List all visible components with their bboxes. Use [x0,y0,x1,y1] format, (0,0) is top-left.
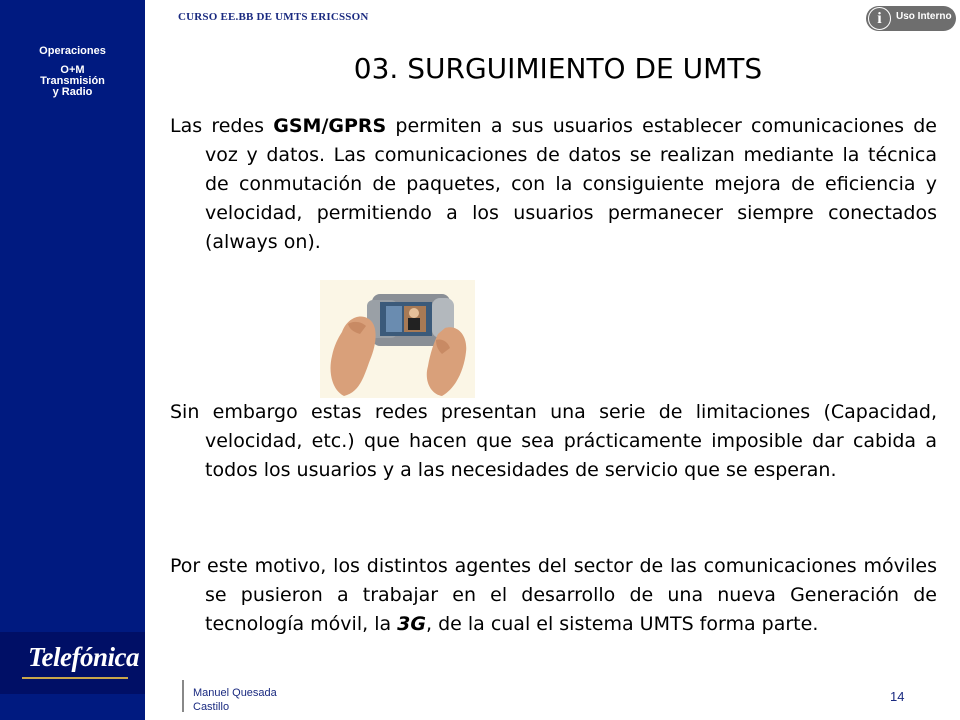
paragraph-limitaciones: Sin embargo estas redes presentan una serie de limitaciones (Capacidad, velocidad, etc.) que hacen que sea prácticamente imposible dar cabida a todos los usuarios y a las necesidades de servicio que se esperan. [170,401,937,481]
author-name-line-1: Manuel Quesada [193,687,277,699]
uso-interno-badge [866,6,956,31]
page-title: 03. SURGUIMIENTO DE UMTS [353,52,763,85]
sidebar [0,0,145,720]
info-icon: i [868,7,891,30]
paragraph-text: Por este motivo, los distintos agentes del sector de las comunicaciones móviles se pusieron a trabajar en el desarrollo de una nueva Generación de tecnología móvil, la [170,555,937,635]
paragraph-text: Las redes [170,115,274,137]
logo-underline [22,677,128,679]
3g-term: 3G [397,613,426,635]
footer-author [193,686,313,714]
footer-divider [182,680,184,712]
paragraph-text: , de la cual el sistema UMTS forma parte. [425,613,819,635]
sidebar-item-transmision[interactable]: Transmisión [40,75,105,87]
telefonica-logo: Telefónica [28,642,139,672]
author-name-line-2: Castillo [193,701,230,713]
gsm-gprs-term: GSM/GPRS [273,115,387,137]
phone-in-hands-image [320,280,475,398]
sidebar-item-om[interactable]: O+M [60,64,85,76]
page-number: 14 [890,689,905,704]
paragraph-3g [170,552,937,639]
paragraph-gsm-gprs [170,112,937,257]
sidebar-item-operaciones[interactable]: Operaciones [39,45,106,57]
course-header: CURSO EE.BB DE UMTS ERICSSON [178,11,369,23]
badge-label: Uso Interno [896,11,952,22]
sidebar-item-radio[interactable]: y Radio [52,86,93,98]
paragraph-text: permiten a sus usuarios establecer comunicaciones de voz y datos. Las comunicaciones de datos se realizan mediante la técnica de conmutación de paquetes, con la consiguiente mejora de eficiencia y velocidad, permitiendo a los usuarios permanecer siempre conectados (always on). [205,115,937,253]
